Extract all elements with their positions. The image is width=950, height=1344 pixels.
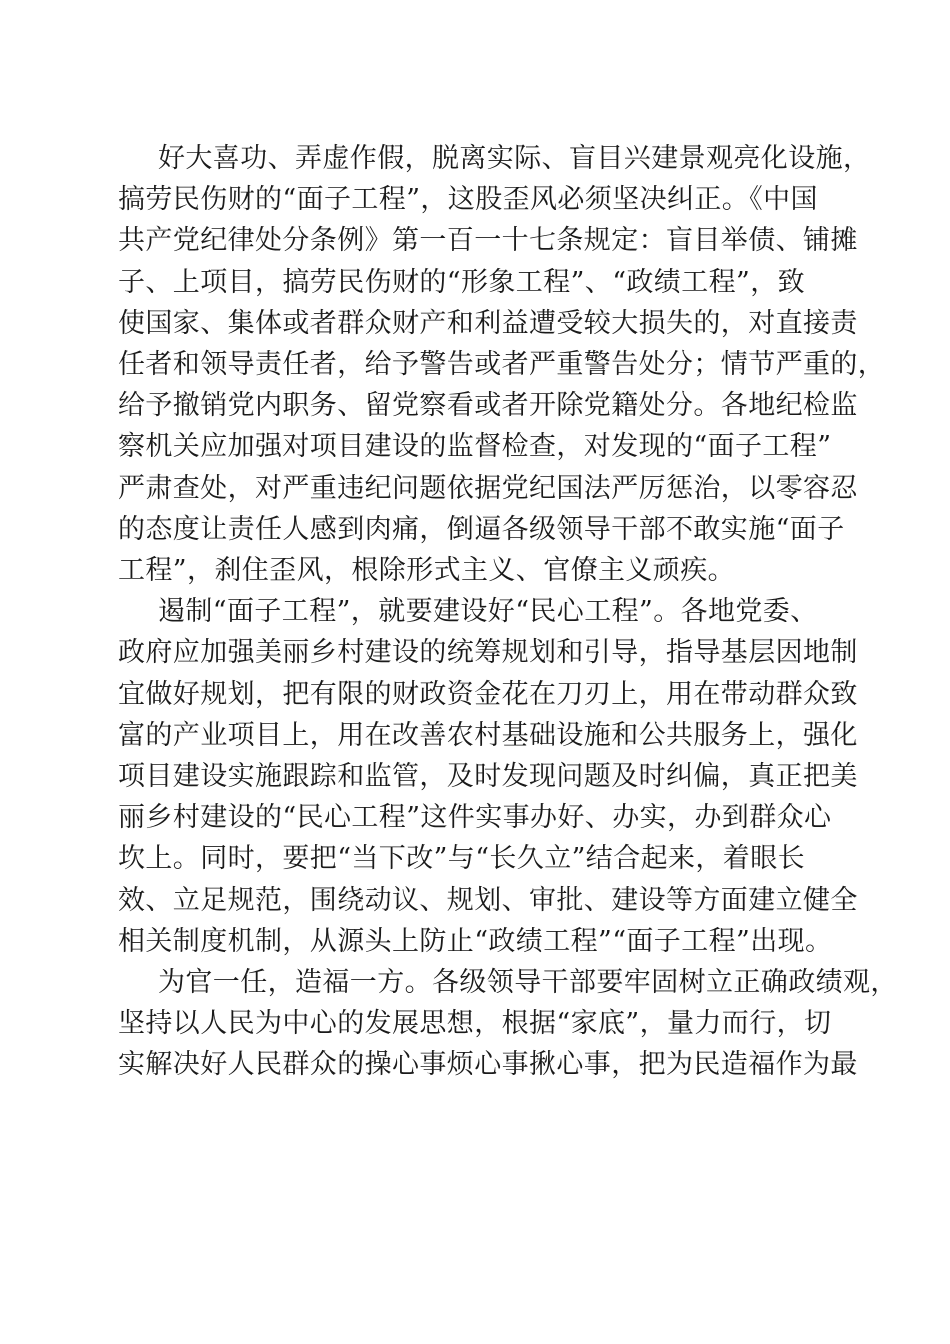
text-line: 好大喜功、弄虚作假，脱离实际、盲目兴建景观亮化设施， [158, 143, 871, 174]
text-line: 遏制“面子工程”，就要建设好“民心工程”。各地党委、 [158, 596, 818, 628]
text-line: 给予撤销党内职务、留党察看或者开除党籍处分。各地纪检监 [118, 390, 858, 422]
text-line: 子、上项目，搞劳民伤财的“形象工程”、“政绩工程”，致 [118, 266, 806, 298]
text-line: 搞劳民伤财的“面子工程”，这股歪风必须坚决纠正。《中国 [118, 184, 818, 216]
paragraph-1 [118, 138, 886, 591]
document-body [118, 138, 898, 1086]
text-line: 宜做好规划，把有限的财政资金花在刀刃上，用在带动群众致 [118, 678, 858, 710]
text-line: 坎上。同时，要把“当下改”与“长久立”结合起来，着眼长 [118, 843, 806, 875]
text-line: 的态度让责任人感到肉痛，倒逼各级领导干部不敢实施“面子 [118, 513, 845, 545]
text-line: 察机关应加强对项目建设的监督检查，对发现的“面子工程” [118, 431, 832, 463]
text-line: 相关制度机制，从源头上防止“政绩工程”“面子工程”出现。 [118, 925, 833, 957]
paragraph-3 [118, 962, 898, 1086]
text-line: 项目建设实施跟踪和监管，及时发现问题及时纠偏，真正把美 [118, 761, 858, 793]
text-line: 政府应加强美丽乡村建设的统筹规划和引导，指导基层因地制 [118, 637, 858, 669]
text-line: 共产党纪律处分条例》第一百一十七条规定：盲目举债、铺摊 [118, 225, 858, 257]
text-line: 任者和领导责任者，给予警告或者严重警告处分；情节严重的， [118, 349, 886, 381]
paragraph-2 [118, 591, 858, 962]
text-line: 使国家、集体或者群众财产和利益遭受较大损失的，对直接责 [118, 307, 858, 339]
text-line: 丽乡村建设的“民心工程”这件实事办好、办实，办到群众心 [118, 802, 832, 834]
text-line: 效、立足规范，围绕动议、规划、审批、建设等方面建立健全 [118, 884, 858, 916]
text-line: 坚持以人民为中心的发展思想，根据“家底”，量力而行，切 [118, 1008, 832, 1040]
text-line: 为官一任，造福一方。各级领导干部要牢固树立正确政绩观， [158, 967, 898, 999]
text-line: 实解决好人民群众的操心事烦心事揪心事，把为民造福作为最 [118, 1049, 858, 1081]
text-line: 严肃查处，对严重违纪问题依据党纪国法严厉惩治，以零容忍 [118, 472, 858, 504]
text-line: 富的产业项目上，用在改善农村基础设施和公共服务上，强化 [118, 719, 858, 751]
text-line: 工程”，刹住歪风，根除形式主义、官僚主义顽疾。 [118, 555, 736, 587]
